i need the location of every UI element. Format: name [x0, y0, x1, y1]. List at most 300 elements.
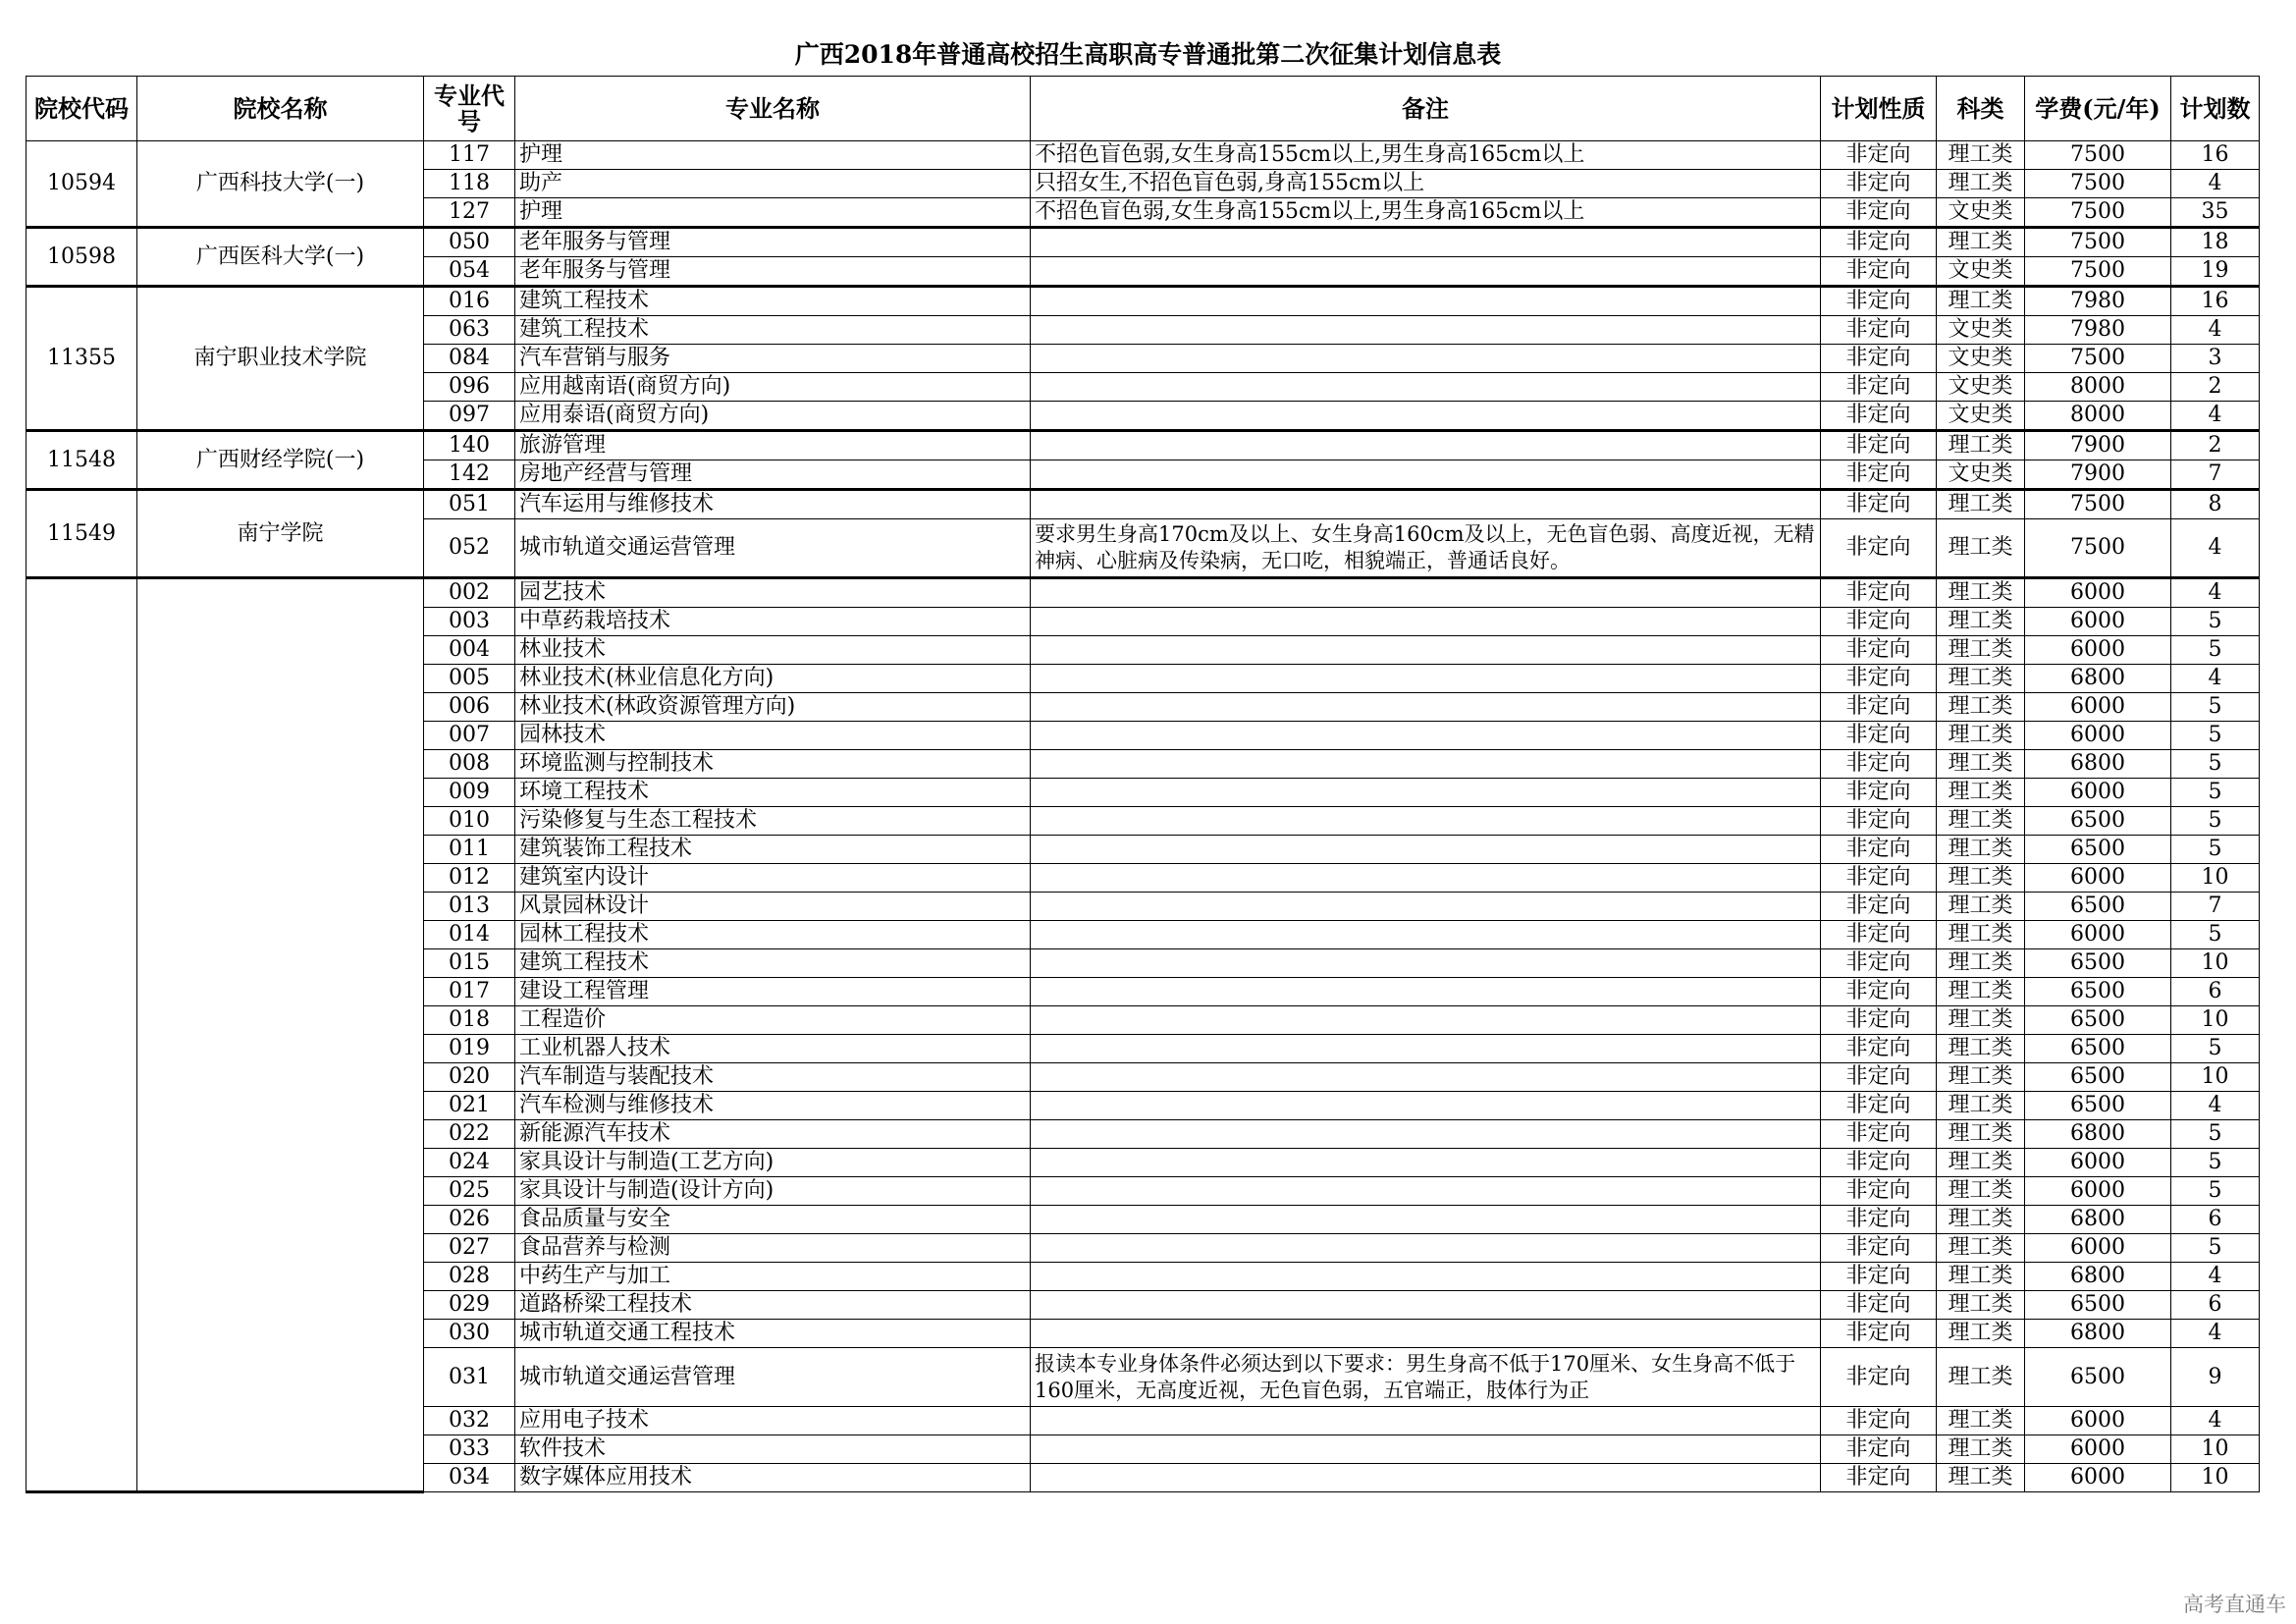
tuition-cell: 6500	[2025, 1063, 2171, 1092]
major-code-cell: 032	[424, 1407, 515, 1435]
tuition-cell: 7500	[2025, 519, 2171, 578]
table-row	[27, 287, 2260, 316]
note-cell	[1031, 460, 1821, 490]
plan-type-cell: 非定向	[1821, 693, 1937, 722]
header-tuition: 学费(元/年)	[2025, 77, 2171, 141]
school-code-cell: 11549	[27, 490, 137, 578]
major-name-cell: 新能源汽车技术	[515, 1120, 1031, 1149]
table-row	[27, 141, 2260, 170]
note-cell	[1031, 228, 1821, 257]
major-name-cell: 老年服务与管理	[515, 228, 1031, 257]
major-code-cell: 016	[424, 287, 515, 316]
note-cell	[1031, 490, 1821, 519]
tuition-cell: 6000	[2025, 779, 2171, 807]
note-cell	[1031, 693, 1821, 722]
tuition-cell: 6000	[2025, 1149, 2171, 1177]
plan-type-cell: 非定向	[1821, 893, 1937, 921]
plan-count-cell: 6	[2171, 1206, 2260, 1234]
plan-count-cell: 4	[2171, 519, 2260, 578]
major-name-cell: 建设工程管理	[515, 978, 1031, 1006]
category-cell: 理工类	[1937, 170, 2025, 198]
major-name-cell: 城市轨道交通工程技术	[515, 1320, 1031, 1348]
major-code-cell: 003	[424, 608, 515, 636]
school-name-cell	[137, 578, 424, 1492]
category-cell: 理工类	[1937, 722, 2025, 750]
tuition-cell: 6500	[2025, 807, 2171, 836]
plan-count-cell: 5	[2171, 608, 2260, 636]
category-cell: 理工类	[1937, 228, 2025, 257]
major-code-cell: 118	[424, 170, 515, 198]
note-cell	[1031, 287, 1821, 316]
major-code-cell: 018	[424, 1006, 515, 1035]
major-code-cell: 026	[424, 1206, 515, 1234]
note-cell	[1031, 578, 1821, 608]
category-cell: 理工类	[1937, 750, 2025, 779]
category-cell: 理工类	[1937, 1464, 2025, 1492]
plan-type-cell: 非定向	[1821, 1435, 1937, 1464]
note-cell	[1031, 316, 1821, 345]
category-cell: 理工类	[1937, 949, 2025, 978]
major-code-cell: 015	[424, 949, 515, 978]
major-name-cell: 林业技术	[515, 636, 1031, 665]
note-cell: 报读本专业身体条件必须达到以下要求：男生身高不低于170厘米、女生身高不低于160厘米，无高度近视，无色盲色弱，五官端正，肢体行为正	[1031, 1348, 1821, 1407]
category-cell: 理工类	[1937, 864, 2025, 893]
category-cell: 理工类	[1937, 1263, 2025, 1291]
category-cell: 理工类	[1937, 1006, 2025, 1035]
plan-type-cell: 非定向	[1821, 722, 1937, 750]
tuition-cell: 7500	[2025, 141, 2171, 170]
plan-type-cell: 非定向	[1821, 608, 1937, 636]
tuition-cell: 6500	[2025, 978, 2171, 1006]
note-cell	[1031, 1035, 1821, 1063]
note-cell	[1031, 779, 1821, 807]
plan-type-cell: 非定向	[1821, 460, 1937, 490]
header-school-name: 院校名称	[137, 77, 424, 141]
tuition-cell: 7980	[2025, 287, 2171, 316]
tuition-cell: 6000	[2025, 864, 2171, 893]
plan-count-cell: 9	[2171, 1348, 2260, 1407]
note-cell	[1031, 431, 1821, 460]
note-cell	[1031, 1263, 1821, 1291]
note-cell	[1031, 836, 1821, 864]
major-code-cell: 050	[424, 228, 515, 257]
plan-count-cell: 5	[2171, 1035, 2260, 1063]
plan-count-cell: 7	[2171, 460, 2260, 490]
major-code-cell: 142	[424, 460, 515, 490]
major-code-cell: 033	[424, 1435, 515, 1464]
category-cell: 文史类	[1937, 373, 2025, 402]
tuition-cell: 6000	[2025, 722, 2171, 750]
plan-type-cell: 非定向	[1821, 1092, 1937, 1120]
note-cell	[1031, 1063, 1821, 1092]
major-code-cell: 030	[424, 1320, 515, 1348]
enrollment-plan-table	[26, 76, 2260, 1493]
plan-count-cell: 5	[2171, 636, 2260, 665]
category-cell: 理工类	[1937, 1149, 2025, 1177]
plan-type-cell: 非定向	[1821, 198, 1937, 228]
category-cell: 理工类	[1937, 1120, 2025, 1149]
tuition-cell: 7900	[2025, 431, 2171, 460]
tuition-cell: 7500	[2025, 490, 2171, 519]
plan-count-cell: 2	[2171, 373, 2260, 402]
major-name-cell: 建筑室内设计	[515, 864, 1031, 893]
plan-count-cell: 5	[2171, 1149, 2260, 1177]
category-cell: 理工类	[1937, 1234, 2025, 1263]
school-code-cell: 11548	[27, 431, 137, 490]
major-code-cell: 005	[424, 665, 515, 693]
category-cell: 文史类	[1937, 460, 2025, 490]
note-cell	[1031, 1291, 1821, 1320]
tuition-cell: 7500	[2025, 198, 2171, 228]
category-cell: 文史类	[1937, 257, 2025, 287]
category-cell: 理工类	[1937, 1206, 2025, 1234]
major-name-cell: 建筑工程技术	[515, 287, 1031, 316]
plan-type-cell: 非定向	[1821, 373, 1937, 402]
category-cell: 文史类	[1937, 198, 2025, 228]
plan-count-cell: 16	[2171, 141, 2260, 170]
category-cell: 文史类	[1937, 402, 2025, 431]
plan-count-cell: 6	[2171, 978, 2260, 1006]
plan-type-cell: 非定向	[1821, 228, 1937, 257]
plan-count-cell: 19	[2171, 257, 2260, 287]
major-name-cell: 建筑工程技术	[515, 949, 1031, 978]
note-cell	[1031, 402, 1821, 431]
note-cell	[1031, 1092, 1821, 1120]
note-cell	[1031, 1234, 1821, 1263]
note-cell	[1031, 665, 1821, 693]
plan-type-cell: 非定向	[1821, 345, 1937, 373]
major-name-cell: 中草药栽培技术	[515, 608, 1031, 636]
note-cell	[1031, 257, 1821, 287]
category-cell: 理工类	[1937, 636, 2025, 665]
major-code-cell: 140	[424, 431, 515, 460]
major-code-cell: 012	[424, 864, 515, 893]
major-name-cell: 中药生产与加工	[515, 1263, 1031, 1291]
plan-type-cell: 非定向	[1821, 316, 1937, 345]
major-code-cell: 027	[424, 1234, 515, 1263]
tuition-cell: 6500	[2025, 836, 2171, 864]
major-name-cell: 工程造价	[515, 1006, 1031, 1035]
header-major-name: 专业名称	[515, 77, 1031, 141]
plan-type-cell: 非定向	[1821, 949, 1937, 978]
plan-count-cell: 5	[2171, 722, 2260, 750]
major-code-cell: 034	[424, 1464, 515, 1492]
tuition-cell: 6800	[2025, 1206, 2171, 1234]
category-cell: 理工类	[1937, 519, 2025, 578]
plan-count-cell: 10	[2171, 864, 2260, 893]
category-cell: 理工类	[1937, 141, 2025, 170]
plan-count-cell: 4	[2171, 402, 2260, 431]
plan-count-cell: 16	[2171, 287, 2260, 316]
major-code-cell: 011	[424, 836, 515, 864]
plan-count-cell: 10	[2171, 1464, 2260, 1492]
header-note: 备注	[1031, 77, 1821, 141]
major-code-cell: 051	[424, 490, 515, 519]
tuition-cell: 6500	[2025, 1006, 2171, 1035]
major-code-cell: 022	[424, 1120, 515, 1149]
major-name-cell: 家具设计与制造(工艺方向)	[515, 1149, 1031, 1177]
plan-type-cell: 非定向	[1821, 1464, 1937, 1492]
tuition-cell: 7900	[2025, 460, 2171, 490]
plan-type-cell: 非定向	[1821, 665, 1937, 693]
plan-type-cell: 非定向	[1821, 1234, 1937, 1263]
plan-count-cell: 7	[2171, 893, 2260, 921]
category-cell: 理工类	[1937, 893, 2025, 921]
major-code-cell: 024	[424, 1149, 515, 1177]
major-name-cell: 环境监测与控制技术	[515, 750, 1031, 779]
plan-count-cell: 5	[2171, 1120, 2260, 1149]
category-cell: 理工类	[1937, 287, 2025, 316]
note-cell	[1031, 1407, 1821, 1435]
plan-count-cell: 5	[2171, 693, 2260, 722]
major-name-cell: 汽车营销与服务	[515, 345, 1031, 373]
note-cell: 不招色盲色弱,女生身高155cm以上,男生身高165cm以上	[1031, 141, 1821, 170]
note-cell	[1031, 345, 1821, 373]
major-name-cell: 园林工程技术	[515, 921, 1031, 949]
major-name-cell: 林业技术(林业信息化方向)	[515, 665, 1031, 693]
major-name-cell: 房地产经营与管理	[515, 460, 1031, 490]
plan-count-cell: 5	[2171, 836, 2260, 864]
plan-type-cell: 非定向	[1821, 836, 1937, 864]
category-cell: 理工类	[1937, 665, 2025, 693]
category-cell: 理工类	[1937, 1092, 2025, 1120]
plan-type-cell: 非定向	[1821, 519, 1937, 578]
plan-count-cell: 2	[2171, 431, 2260, 460]
plan-type-cell: 非定向	[1821, 1006, 1937, 1035]
tuition-cell: 6000	[2025, 693, 2171, 722]
plan-count-cell: 4	[2171, 316, 2260, 345]
major-name-cell: 园艺技术	[515, 578, 1031, 608]
major-code-cell: 025	[424, 1177, 515, 1206]
plan-type-cell: 非定向	[1821, 170, 1937, 198]
plan-count-cell: 5	[2171, 921, 2260, 949]
plan-count-cell: 4	[2171, 1320, 2260, 1348]
plan-type-cell: 非定向	[1821, 1263, 1937, 1291]
note-cell	[1031, 373, 1821, 402]
plan-count-cell: 18	[2171, 228, 2260, 257]
note-cell	[1031, 864, 1821, 893]
note-cell	[1031, 1177, 1821, 1206]
plan-count-cell: 5	[2171, 1234, 2260, 1263]
plan-type-cell: 非定向	[1821, 1177, 1937, 1206]
category-cell: 理工类	[1937, 1348, 2025, 1407]
plan-type-cell: 非定向	[1821, 1120, 1937, 1149]
major-code-cell: 063	[424, 316, 515, 345]
category-cell: 理工类	[1937, 836, 2025, 864]
plan-count-cell: 5	[2171, 750, 2260, 779]
school-name-cell: 广西财经学院(一)	[137, 431, 424, 490]
major-name-cell: 园林技术	[515, 722, 1031, 750]
major-name-cell: 林业技术(林政资源管理方向)	[515, 693, 1031, 722]
category-cell: 理工类	[1937, 1435, 2025, 1464]
table-row	[27, 578, 2260, 608]
tuition-cell: 6500	[2025, 893, 2171, 921]
header-category: 科类	[1937, 77, 2025, 141]
major-code-cell: 020	[424, 1063, 515, 1092]
plan-type-cell: 非定向	[1821, 287, 1937, 316]
tuition-cell: 6500	[2025, 1348, 2171, 1407]
category-cell: 理工类	[1937, 693, 2025, 722]
category-cell: 理工类	[1937, 978, 2025, 1006]
plan-count-cell: 5	[2171, 1177, 2260, 1206]
plan-type-cell: 非定向	[1821, 1063, 1937, 1092]
major-name-cell: 食品营养与检测	[515, 1234, 1031, 1263]
major-name-cell: 助产	[515, 170, 1031, 198]
major-name-cell: 数字媒体应用技术	[515, 1464, 1031, 1492]
tuition-cell: 6800	[2025, 750, 2171, 779]
plan-count-cell: 10	[2171, 1006, 2260, 1035]
table-body	[27, 141, 2260, 1492]
major-code-cell: 017	[424, 978, 515, 1006]
note-cell	[1031, 1006, 1821, 1035]
tuition-cell: 7500	[2025, 170, 2171, 198]
tuition-cell: 7500	[2025, 228, 2171, 257]
note-cell	[1031, 1149, 1821, 1177]
plan-count-cell: 4	[2171, 1407, 2260, 1435]
note-cell	[1031, 1435, 1821, 1464]
school-code-cell: 11355	[27, 287, 137, 431]
plan-count-cell: 10	[2171, 1435, 2260, 1464]
plan-count-cell: 3	[2171, 345, 2260, 373]
major-code-cell: 096	[424, 373, 515, 402]
plan-type-cell: 非定向	[1821, 257, 1937, 287]
tuition-cell: 6000	[2025, 1177, 2171, 1206]
tuition-cell: 6800	[2025, 1320, 2171, 1348]
major-name-cell: 建筑工程技术	[515, 316, 1031, 345]
note-cell	[1031, 750, 1821, 779]
category-cell: 理工类	[1937, 1177, 2025, 1206]
category-cell: 理工类	[1937, 921, 2025, 949]
header-plan-type: 计划性质	[1821, 77, 1937, 141]
school-name-cell: 南宁职业技术学院	[137, 287, 424, 431]
table-row	[27, 228, 2260, 257]
plan-count-cell: 10	[2171, 1063, 2260, 1092]
plan-count-cell: 5	[2171, 779, 2260, 807]
major-name-cell: 应用越南语(商贸方向)	[515, 373, 1031, 402]
plan-type-cell: 非定向	[1821, 864, 1937, 893]
major-code-cell: 007	[424, 722, 515, 750]
plan-count-cell: 10	[2171, 949, 2260, 978]
plan-type-cell: 非定向	[1821, 750, 1937, 779]
plan-count-cell: 4	[2171, 665, 2260, 693]
category-cell: 理工类	[1937, 1035, 2025, 1063]
note-cell: 不招色盲色弱,女生身高155cm以上,男生身高165cm以上	[1031, 198, 1821, 228]
plan-type-cell: 非定向	[1821, 1291, 1937, 1320]
tuition-cell: 6000	[2025, 1407, 2171, 1435]
school-code-cell: 10594	[27, 141, 137, 228]
major-code-cell: 117	[424, 141, 515, 170]
note-cell	[1031, 636, 1821, 665]
tuition-cell: 6000	[2025, 1435, 2171, 1464]
major-code-cell: 006	[424, 693, 515, 722]
page-title: 广西2018年普通高校招生高职高专普通批第二次征集计划信息表	[794, 40, 1502, 69]
school-code-cell: 10598	[27, 228, 137, 287]
school-name-cell: 广西医科大学(一)	[137, 228, 424, 287]
plan-count-cell: 35	[2171, 198, 2260, 228]
header-major-code: 专业代号	[424, 77, 515, 141]
category-cell: 理工类	[1937, 779, 2025, 807]
major-code-cell: 029	[424, 1291, 515, 1320]
note-cell	[1031, 893, 1821, 921]
major-name-cell: 食品质量与安全	[515, 1206, 1031, 1234]
major-name-cell: 护理	[515, 141, 1031, 170]
major-code-cell: 031	[424, 1348, 515, 1407]
major-name-cell: 家具设计与制造(设计方向)	[515, 1177, 1031, 1206]
major-code-cell: 052	[424, 519, 515, 578]
tuition-cell: 8000	[2025, 402, 2171, 431]
major-code-cell: 009	[424, 779, 515, 807]
major-name-cell: 软件技术	[515, 1435, 1031, 1464]
note-cell	[1031, 1206, 1821, 1234]
major-name-cell: 老年服务与管理	[515, 257, 1031, 287]
major-code-cell: 084	[424, 345, 515, 373]
plan-type-cell: 非定向	[1821, 431, 1937, 460]
plan-count-cell: 4	[2171, 170, 2260, 198]
plan-count-cell: 6	[2171, 1291, 2260, 1320]
major-name-cell: 应用电子技术	[515, 1407, 1031, 1435]
major-name-cell: 城市轨道交通运营管理	[515, 519, 1031, 578]
tuition-cell: 6000	[2025, 921, 2171, 949]
category-cell: 文史类	[1937, 345, 2025, 373]
note-cell	[1031, 1320, 1821, 1348]
note-cell	[1031, 978, 1821, 1006]
major-code-cell: 010	[424, 807, 515, 836]
plan-type-cell: 非定向	[1821, 141, 1937, 170]
header-plan-count: 计划数	[2171, 77, 2260, 141]
major-name-cell: 道路桥梁工程技术	[515, 1291, 1031, 1320]
note-cell	[1031, 608, 1821, 636]
major-name-cell: 环境工程技术	[515, 779, 1031, 807]
major-code-cell: 054	[424, 257, 515, 287]
plan-count-cell: 4	[2171, 578, 2260, 608]
plan-type-cell: 非定向	[1821, 402, 1937, 431]
major-name-cell: 污染修复与生态工程技术	[515, 807, 1031, 836]
major-code-cell: 004	[424, 636, 515, 665]
plan-count-cell: 5	[2171, 807, 2260, 836]
major-code-cell: 013	[424, 893, 515, 921]
plan-type-cell: 非定向	[1821, 1206, 1937, 1234]
tuition-cell: 8000	[2025, 373, 2171, 402]
major-code-cell: 028	[424, 1263, 515, 1291]
major-name-cell: 工业机器人技术	[515, 1035, 1031, 1063]
plan-count-cell: 4	[2171, 1092, 2260, 1120]
table-header-row	[27, 77, 2260, 141]
plan-count-cell: 8	[2171, 490, 2260, 519]
plan-type-cell: 非定向	[1821, 1348, 1937, 1407]
plan-type-cell: 非定向	[1821, 779, 1937, 807]
plan-count-cell: 4	[2171, 1263, 2260, 1291]
note-cell: 只招女生,不招色盲色弱,身高155cm以上	[1031, 170, 1821, 198]
major-name-cell: 汽车检测与维修技术	[515, 1092, 1031, 1120]
tuition-cell: 6500	[2025, 949, 2171, 978]
major-name-cell: 汽车制造与装配技术	[515, 1063, 1031, 1092]
tuition-cell: 6000	[2025, 578, 2171, 608]
plan-type-cell: 非定向	[1821, 490, 1937, 519]
major-name-cell: 应用泰语(商贸方向)	[515, 402, 1031, 431]
major-name-cell: 风景园林设计	[515, 893, 1031, 921]
major-code-cell: 014	[424, 921, 515, 949]
header-school-code: 院校代码	[27, 77, 137, 141]
tuition-cell: 6000	[2025, 1234, 2171, 1263]
watermark: 高考直通车	[2183, 1593, 2286, 1616]
major-name-cell: 护理	[515, 198, 1031, 228]
note-cell	[1031, 1120, 1821, 1149]
school-name-cell: 南宁学院	[137, 490, 424, 578]
school-name-cell: 广西科技大学(一)	[137, 141, 424, 228]
tuition-cell: 6800	[2025, 1263, 2171, 1291]
school-code-cell	[27, 578, 137, 1492]
tuition-cell: 6800	[2025, 1120, 2171, 1149]
